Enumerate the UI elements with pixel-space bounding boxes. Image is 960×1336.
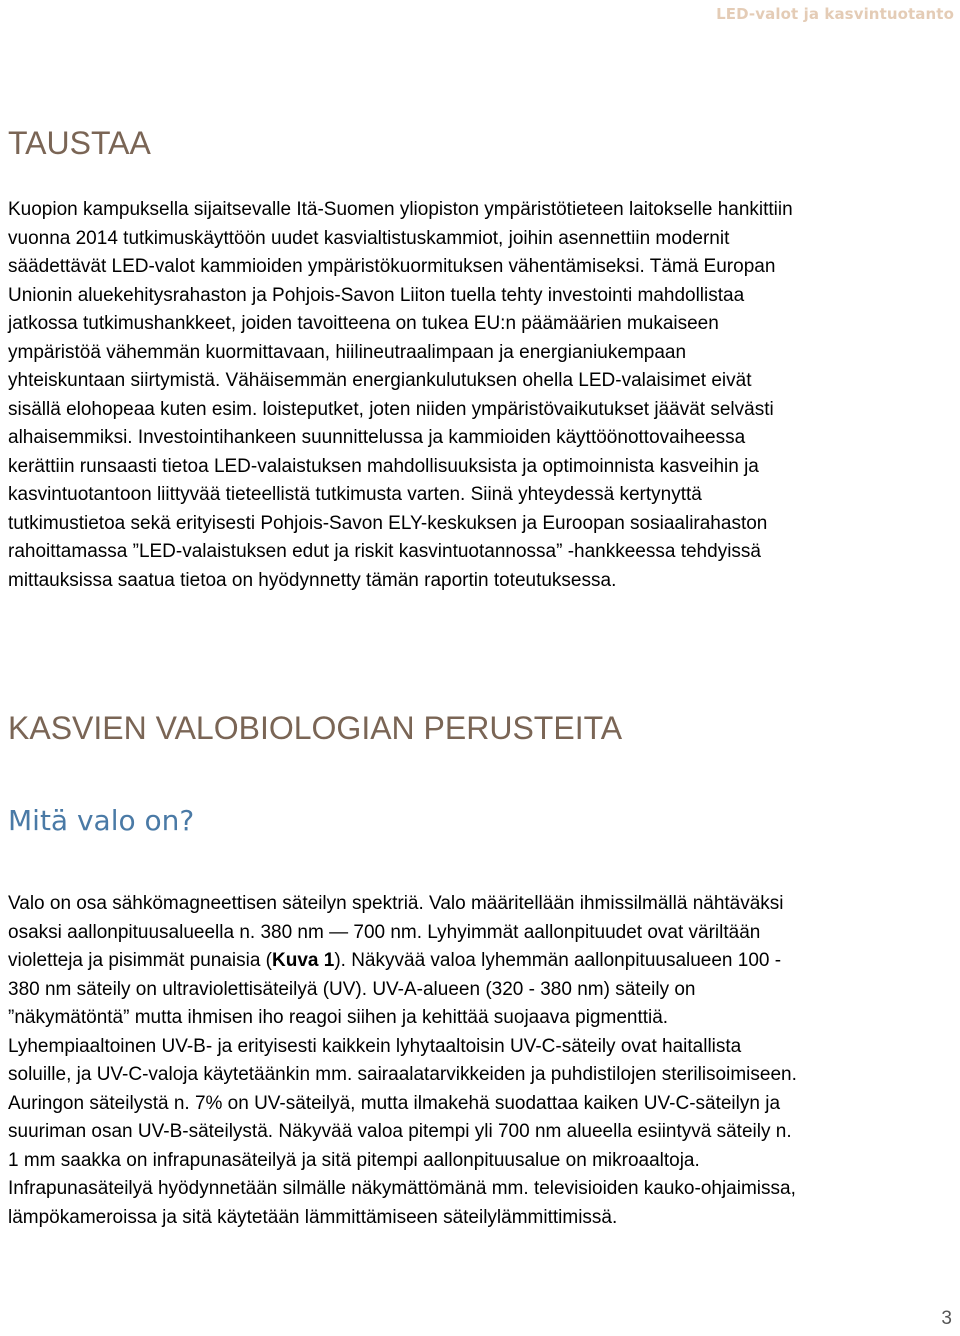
text-line: sisällä elohopeaa kuten esim. loisteputket, joten niiden ympäristövaikutukset jäävät selvästi bbox=[8, 398, 774, 420]
valo-paragraph bbox=[8, 890, 958, 1232]
section-heading-taustaa: TAUSTAA bbox=[8, 125, 151, 161]
text-segment: violetteja ja pisimmät punaisia ( bbox=[8, 950, 273, 971]
text-line: tutkimustietoa sekä erityisesti Pohjois-Savon ELY-keskuksen ja Euroopan sosiaalirahaston bbox=[8, 512, 768, 534]
text-line: lämpökameroissa ja sitä käytetään lämmittämiseen säteilylämmittimissä. bbox=[8, 1206, 618, 1228]
text-line: yhteiskuntaan siirtymistä. Vähäisemmän energiankulutuksen ohella LED-valaisimet eivät bbox=[8, 370, 752, 391]
figure-reference-kuva-1: Kuva 1 bbox=[272, 950, 335, 971]
text-line: jatkossa tutkimushankkeet, joiden tavoitteena on tukea EU:n päämäärien mukaiseen bbox=[8, 313, 719, 334]
running-header: LED-valot ja kasvintuotanto bbox=[716, 5, 954, 23]
text-line: Lyhempiaaltoinen UV-B- ja erityisesti kaikkein lyhytaaltoisin UV-C-säteily ovat haitallista bbox=[8, 1035, 742, 1057]
text-line: 1 mm saakka on infrapunasäteilyä ja sitä pitempi aallonpituusalue on mikroaaltoja. bbox=[8, 1149, 700, 1171]
text-line: rahoittamassa ”LED-valaistuksen edut ja riskit kasvintuotannossa” -hankkeessa tehdyissä bbox=[8, 541, 761, 562]
text-line bbox=[8, 947, 958, 976]
text-line: 380 nm säteily on ultraviolettisäteilyä (UV). UV-A-alueen (320 - 380 nm) säteily on bbox=[8, 978, 696, 1000]
text-line: ympäristöä vähemmän kuormittavaan, hiilineutraalimpaan ja energianiukempaan bbox=[8, 341, 687, 363]
text-line: mittauksissa saatua tietoa on hyödynnetty tämän raportin toteutuksessa. bbox=[8, 569, 617, 591]
section-heading-kasvien-valobiologian-perusteita: KASVIEN VALOBIOLOGIAN PERUSTEITA bbox=[8, 710, 623, 746]
text-line: kerättiin runsaasti tietoa LED-valaistuksen mahdollisuuksista ja optimoinnista kasveihin ja bbox=[8, 455, 759, 477]
text-line: Auringon säteilystä n. 7% on UV-säteilyä, mutta ilmakehä suodattaa kaiken UV-C-säteilyn ja bbox=[8, 1092, 781, 1114]
text-line: Kuopion kampuksella sijaitsevalle Itä-Suomen yliopiston ympäristötieteen laitokselle hankittiin bbox=[8, 199, 793, 220]
text-line: Unionin aluekehitysrahaston ja Pohjois-Savon Liiton tuella tehty investointi mahdollistaa bbox=[8, 284, 745, 306]
text-line: Infrapunasäteilyä hyödynnetään silmälle näkymättömänä mm. televisioiden kauko-ohjaimissa, bbox=[8, 1178, 796, 1199]
text-line: suuriman osan UV-B-säteilystä. Näkyvää valoa pitempi yli 700 nm alueella esiintyvä säteily n. bbox=[8, 1121, 792, 1142]
taustaa-paragraph bbox=[8, 196, 958, 595]
text-line: ”näkymätöntä” mutta ihmisen iho reagoi siihen ja kehittää suojaava pigmenttiä. bbox=[8, 1007, 669, 1028]
text-segment: ). Näkyvää valoa lyhemmän aallonpituusalueen 100 - bbox=[334, 950, 782, 971]
text-line: vuonna 2014 tutkimuskäyttöön uudet kasvialtistuskammiot, joihin asennettiin modernit bbox=[8, 227, 730, 249]
page-number: 3 bbox=[941, 1308, 952, 1329]
text-line: osaksi aallonpituusalueella n. 380 nm — 700 nm. Lyhyimmät aallonpituudet ovat väriltään bbox=[8, 921, 761, 943]
text-line: kasvintuotantoon liittyvää tieteellistä tutkimusta varten. Siinä yhteydessä kertynyttä bbox=[8, 484, 702, 505]
text-line: alhaisemmiksi. Investointihankeen suunnittelussa ja kammioiden käyttöönottovaiheessa bbox=[8, 427, 746, 448]
subheading-mita-valo-on: Mitä valo on? bbox=[8, 804, 195, 837]
text-line: säädettävät LED-valot kammioiden ympäristökuormituksen vähentämiseksi. Tämä Europan bbox=[8, 256, 776, 277]
text-line: soluille, ja UV-C-valoja käytetäänkin mm. sairaalatarvikkeiden ja puhdistilojen sterilisoimiseen. bbox=[8, 1064, 797, 1085]
text-line: Valo on osa sähkömagneettisen säteilyn spektriä. Valo määritellään ihmissilmällä nähtäväksi bbox=[8, 893, 784, 914]
